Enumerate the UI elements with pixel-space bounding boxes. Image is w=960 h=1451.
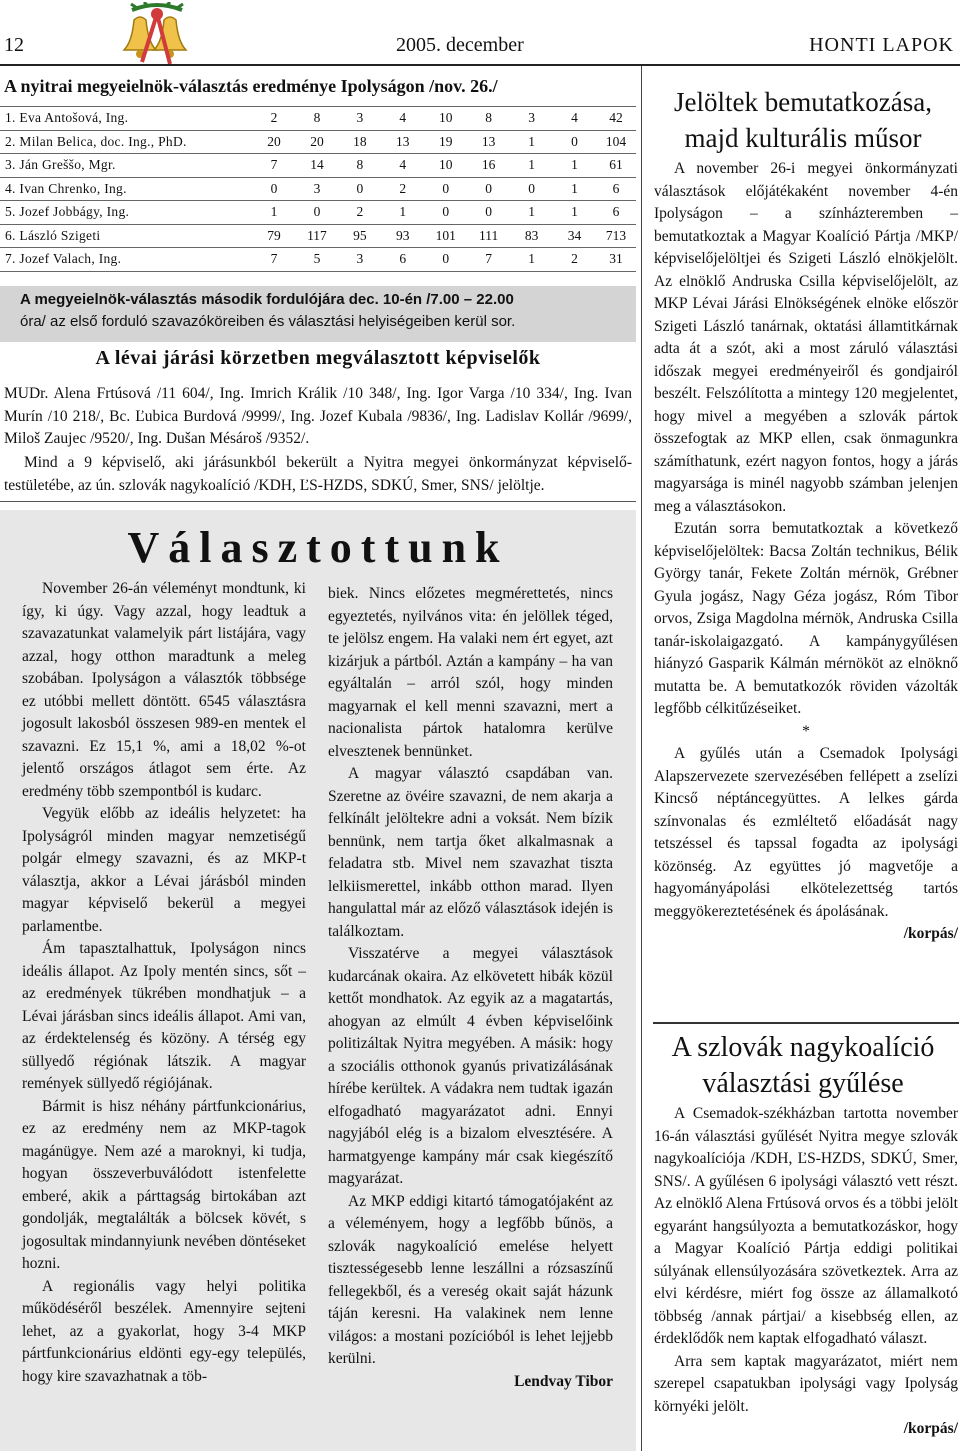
editorial-column-2 bbox=[328, 583, 613, 1393]
vote-cell: 0 bbox=[553, 130, 596, 154]
vote-cell: 1 bbox=[381, 201, 424, 225]
vote-cell: 16 bbox=[467, 154, 510, 178]
vote-cell: 101 bbox=[424, 224, 467, 248]
vote-cell: 79 bbox=[253, 224, 296, 248]
vote-cell: 3 bbox=[338, 248, 381, 272]
runoff-notice bbox=[20, 289, 630, 333]
paragraph: Vegyük előbb az ideális helyzetet: ha Ipolyságról minden magyar nemzetiségű polgár elmegy szavazni, és az MKP-t választja, akkor a Lévai járásból minden magyar képviselő bekerül a megyei parlamentbe. bbox=[22, 805, 306, 935]
vote-cell: 3 bbox=[338, 107, 381, 131]
vote-cell: 5 bbox=[295, 248, 338, 272]
vote-cell: 8 bbox=[338, 154, 381, 178]
vote-cell: 2 bbox=[381, 177, 424, 201]
vote-cell: 1 bbox=[253, 201, 296, 225]
vote-cell: 19 bbox=[424, 130, 467, 154]
total-cell: 6 bbox=[596, 177, 636, 201]
vote-cell: 20 bbox=[295, 130, 338, 154]
vote-cell: 0 bbox=[467, 201, 510, 225]
vote-cell: 8 bbox=[295, 107, 338, 131]
total-cell: 31 bbox=[596, 248, 636, 272]
christmas-bells-icon bbox=[112, 2, 202, 68]
table-row bbox=[0, 201, 636, 225]
vote-cell: 2 bbox=[253, 107, 296, 131]
section-divider bbox=[0, 501, 636, 502]
vote-cell: 2 bbox=[553, 248, 596, 272]
candidate-name: 4. Ivan Chrenko, Ing. bbox=[0, 177, 253, 201]
vote-cell: 2 bbox=[338, 201, 381, 225]
results-title: A nyitrai megyeielnök-választás eredménye Ipolyságon /nov. 26./ bbox=[4, 76, 498, 96]
page-header bbox=[0, 0, 960, 70]
elected-note: Mind a 9 képviselő, aki járásunkból bekerült a Nyitra megyei önkormányzat képviselő-testületébe, az ún. szlovák nagykoalíció /KDH, ĽS-HZDS, SDKÚ, Smer, SNS/ jelöltje. bbox=[4, 454, 632, 494]
total-cell: 6 bbox=[596, 201, 636, 225]
candidate-name: 1. Eva Antošová, Ing. bbox=[0, 107, 253, 131]
issue-date: 2005. december bbox=[396, 34, 524, 56]
paragraph: Arra sem kaptak magyarázatot, miért nem szerepel csapatukban ipolysági vagy Ipolyság környéki jelölt. bbox=[654, 1352, 958, 1415]
author-signature: Lendvay Tibor bbox=[514, 1372, 613, 1390]
table-row bbox=[0, 248, 636, 272]
vote-cell: 18 bbox=[338, 130, 381, 154]
vote-cell: 1 bbox=[553, 154, 596, 178]
page-number: 12 bbox=[4, 34, 24, 56]
vote-cell: 0 bbox=[424, 248, 467, 272]
table-row bbox=[0, 224, 636, 248]
total-cell: 61 bbox=[596, 154, 636, 178]
total-cell: 104 bbox=[596, 130, 636, 154]
vote-cell: 111 bbox=[467, 224, 510, 248]
candidate-name: 7. Jozef Valach, Ing. bbox=[0, 248, 253, 272]
separator-star: * bbox=[802, 722, 810, 740]
table-row bbox=[0, 130, 636, 154]
paragraph: A gyűlés után a Csemadok Ipolysági Alapszervezete szervezésében fellépett a zselízi Kincső néptáncegyüttes. A lelkes gárda színvonalas és ezmléltető előadását nagy tetszéssel és tapssal fogadta az ipolysági közönség. Az együttes jó magvetője a hagyományápolási elkötelezettség tartós meggyökereztetésének és ápolásának. bbox=[654, 745, 958, 920]
paragraph: Ezután sorra bemutatkoztak a következő képviselőjelöltek: Bacsa Zoltán technikus, Bélik György tanár, Fekete Zoltán mérnök, Grébner Gyula jogász, Nagy Géza jogász, Róm Tibor orvos, Zsiga Magdolna mérnök, Andruska Csilla tanár-iskolaigazgató. A kampánygyűlésen hiányzó Gasparik Kálmán mérnököt az elnöknő mutatta be. A bemutatkozók röviden vázolták legfőbb célkitűzéseiket. bbox=[654, 520, 958, 717]
paper-name: HONTI LAPOK bbox=[809, 34, 954, 56]
table-row bbox=[0, 177, 636, 201]
table-row bbox=[0, 154, 636, 178]
candidate-name: 6. László Szigeti bbox=[0, 224, 253, 248]
paragraph: November 26-án véleményt mondtunk, ki így, ki úgy. Vagy azzal, hogy leadtuk a szavazatunkat valamelyik párt listájára, vagy azzal, hogy otthon maradtunk a meleg szobában. Ipolyságon a választók többsége ez utóbbi mellett döntött. 6545 választásra jogosult lakosból összesen 989-en mentek el szavazni. Ez 15,1 %, ami a 18,02 %-ot jelentő országos átlagot sem érte. Az eredmény több szempontból is kudarc. bbox=[22, 580, 306, 800]
vote-cell: 7 bbox=[253, 154, 296, 178]
paragraph: biek. Nincs előzetes megmérettetés, nincs egyeztetés, nyilvános vita: én jelöllek téged, te jelölsz engem. Ha valaki nem ért egyet, azt kizárjuk a pártból. Aztán a kampány – ha van egyáltalán – arról szól, hogy minden magyarnak el kell menni szavazni, mert a nacionalista pártok hatalomra kerülve elvesztenek bennünket. bbox=[328, 585, 613, 760]
vote-cell: 1 bbox=[510, 248, 553, 272]
vote-cell: 4 bbox=[553, 107, 596, 131]
table-row bbox=[0, 107, 636, 131]
article-body bbox=[654, 1103, 958, 1441]
vote-cell: 14 bbox=[295, 154, 338, 178]
vote-cell: 0 bbox=[424, 201, 467, 225]
vote-cell: 4 bbox=[381, 154, 424, 178]
vote-cell: 34 bbox=[553, 224, 596, 248]
vote-cell: 0 bbox=[424, 177, 467, 201]
elected-title: A lévai járási körzetben megválasztott képviselők bbox=[95, 347, 541, 369]
vote-cell: 117 bbox=[295, 224, 338, 248]
candidate-name: 5. Jozef Jobbágy, Ing. bbox=[0, 201, 253, 225]
vote-cell: 3 bbox=[510, 107, 553, 131]
author-signature: /korpás/ bbox=[903, 925, 958, 942]
vote-cell: 6 bbox=[381, 248, 424, 272]
vote-cell: 1 bbox=[510, 130, 553, 154]
vote-cell: 7 bbox=[467, 248, 510, 272]
vote-cell: 13 bbox=[381, 130, 424, 154]
results-table bbox=[0, 106, 636, 272]
article-title: A szlovák nagykoalíció választási gyűlése bbox=[671, 1032, 935, 1099]
paragraph: Az MKP eddigi kitartó támogatójaként az a véleményem, hogy a legfőbb bűnös, a szlovák nagykoalíció emelése helyett tisztességesebb lenne leszállni a rózsaszínű fellegekből, és a vereség okait saját házunk táján keresni. Ha valakinek nem lenne világos: a mostani pozícióból is lehet lejjebb kerülni. bbox=[328, 1192, 613, 1367]
vote-cell: 4 bbox=[381, 107, 424, 131]
paragraph: Bármit is hisz néhány pártfunkcionárius, ez az eredmény nem az MKP-tagok magánügye. Nem azé a maroknyi, ki tudja, hogyan összeverbuválódott istenfelette emberé, akik a párttagság birtokában azt gondolják, megtalálták a bölcsek kövét, s jogosultak mindannyiunk nevében döntéseket hozni. bbox=[22, 1097, 306, 1272]
paragraph: A regionális vagy helyi politika működéséről beszélek. Amennyire sejteni lehet, az a gyakorlat, hogy 3-4 MKP pártfunkcionárius eldönti egy-egy település, hogy kire szavazhatnak a töb- bbox=[22, 1277, 306, 1385]
vote-cell: 0 bbox=[510, 177, 553, 201]
author-signature: /korpás/ bbox=[903, 1420, 958, 1437]
vote-cell: 20 bbox=[253, 130, 296, 154]
vote-cell: 8 bbox=[467, 107, 510, 131]
article-body bbox=[654, 158, 958, 946]
candidate-name: 2. Milan Belica, doc. Ing., PhD. bbox=[0, 130, 253, 154]
paragraph: A Csemadok-székházban tartotta november 16-án választási gyűlését Nyitra megye szlovák nagykoalíciója /KDH, ĽS-HZDS, SDKÚ, Smer, SNS/. A gyűlésen 6 ipolysági választó vett részt. Az elnöklő Alena Frtúsová orvos és a többi jelölt egyaránt hangsúlyozta a bemutatkozáskor, hogy a Magyar Koalíció Pártja eddigi politikai súlyának ellensúlyozására szövetkeztek. Arra az elvi kérdésre, miért fog össze az államalkotó többség /annak pártjai/ a kisebbség ellen, az érdeklődők nem kaptak elfogadható választ. bbox=[654, 1105, 958, 1347]
paragraph: A november 26-i megyei önkormányzati választások előjátékaként november 4-én Ipolyságon – a színházteremben – bemutatkoztak a Magyar Koalíció Pártja /MKP/ képviselőjelöltjei és Szigeti László elnökjelölt. Az elnöklő Andruska Csilla képviselőjelölt, az MKP Lévai Járási Elnökségének elnöke először Szigeti László tanárnak, oktatási államtitkárnak adta át a szót, aki a most záruló választási időszak megyei eredményeiről és gondjairól beszélt. Felszólította a mintegy 120 megjelentet, hogy mivel a megyében a szlovák pártok összefogtak az MKP ellen, csak önmagunkra számíthatunk, ezért nagyon fontos, hogy a járás magyarsága is minél nagyobb számban jelenjen meg a választásokon. bbox=[654, 160, 958, 515]
vote-cell: 10 bbox=[424, 154, 467, 178]
vote-cell: 3 bbox=[295, 177, 338, 201]
vote-cell: 1 bbox=[510, 154, 553, 178]
vote-cell: 0 bbox=[295, 201, 338, 225]
vote-cell: 10 bbox=[424, 107, 467, 131]
vote-cell: 1 bbox=[553, 201, 596, 225]
paragraph: Ám tapasztalhattuk, Ipolyságon nincs ideális állapot. Az Ipoly mentén sincs, sőt – az eredmények tükrében mondhatjuk – a Lévai járásban sincs ideális állapot. Ami van, az érdektelenség és közöny. A térség egy süllyedő régiónak látszik. A magyar remények süllyedő régiójának. bbox=[22, 940, 306, 1092]
total-cell: 42 bbox=[596, 107, 636, 131]
editorial-title: Választottunk bbox=[127, 523, 509, 572]
vote-cell: 7 bbox=[253, 248, 296, 272]
vote-cell: 0 bbox=[467, 177, 510, 201]
column-divider bbox=[641, 66, 642, 1451]
vote-cell: 1 bbox=[510, 201, 553, 225]
candidate-name: 3. Ján Greššo, Mgr. bbox=[0, 154, 253, 178]
runoff-line1: A megyeielnök-választás második fordulójára dec. 10-én /7.00 – 22.00 bbox=[20, 291, 514, 308]
paragraph: A magyar választó csapdában van. Szeretne az övéire szavazni, de nem akarja a felkínált jelöltekre adni a voksát. Nem bízik bennünk, nem tartja őket alkalmasnak a feladatra stb. Mivel nem szavazhat tiszta lelkiismerettel, inkább otthon marad. Ilyen hangulattal már az előző választások idején is találkoztam. bbox=[328, 765, 613, 940]
article-title: Jelöltek bemutatkozása, majd kulturális műsor bbox=[674, 87, 932, 153]
editorial-column-1 bbox=[22, 578, 306, 1388]
vote-cell: 13 bbox=[467, 130, 510, 154]
elected-list: MUDr. Alena Frtúsová /11 604/, Ing. Imrich Králik /10 348/, Ing. Igor Varga /10 334/, Ing. Ivan Murín /10 218/, Bc. Ľubica Burdová /9999/, Ing. Jozef Kubala /9836/, Ing. Ladislav Kollár /9699/, Miloš Zaujec /9520/, Ing. Dušan Mésároš /9352/. bbox=[4, 385, 632, 447]
vote-cell: 0 bbox=[338, 177, 381, 201]
paragraph: Visszatérve a megyei választások kudarcának okaira. Az elkövetett hibák közül kettőt mondhatok. Az egyik az a magatartás, ahogyan az elmúlt 4 évben képviselőink politizáltak Nyitra megyében. A másik: hogy a szociális otthonok gyanús privatizálásának hírébe kerültek. A vádakra nem tudtak igazán elfogadható magyarázatot adni. Ennyi nagyjából elég is a bizalom elvesztésére. A harmatgyenge kampány már csak kiegészítő magyarázat. bbox=[328, 945, 613, 1187]
section-divider bbox=[653, 1022, 959, 1024]
vote-cell: 83 bbox=[510, 224, 553, 248]
vote-cell: 95 bbox=[338, 224, 381, 248]
vote-cell: 0 bbox=[253, 177, 296, 201]
total-cell: 713 bbox=[596, 224, 636, 248]
vote-cell: 93 bbox=[381, 224, 424, 248]
vote-cell: 1 bbox=[553, 177, 596, 201]
header-rule bbox=[0, 64, 960, 66]
runoff-line2: óra/ az első forduló szavazóköreiben és választási helyiségeiben kerül sor. bbox=[20, 313, 516, 330]
